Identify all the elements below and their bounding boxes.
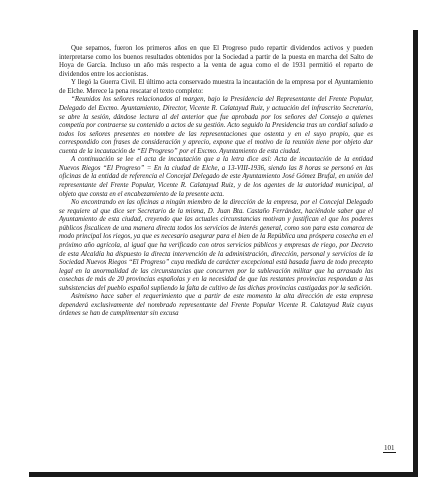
page-body	[59, 45, 373, 319]
quoted-paragraph: A continuación se lee el acta de incautación que a la letra dice así: Acta de incautación de la entidad Nuevos Riegos “El Progreso” = En la ciudad de Elche, a 13-VIII-1936, siendo las 8 horas se personó en las oficinas de la entidad de referencia el Concejal Delegado de este Ayuntamiento José Gómez Brufal, en unión del representante del Frente Popular, Vicente R. Calatayud Ruiz, y de los agentes de la autoridad municipal, al objeto que consta en el encabezamiento de la presente acta.	[59, 156, 373, 198]
quoted-paragraph: Asimismo hace saber el requerimiento que a partir de este momento la alta dirección de esta empresa dependerá exclusivamente del nombrado representante del Frente Popular Vicente R. Calatayud Ruiz cuyas órdenes se han de cumplimentar sin excusa	[59, 293, 373, 318]
paragraph: Y llegó la Guerra Civil. El último acta conservado muestra la incautación de la empresa por el Ayuntamiento de Elche. Merece la pena rescatar el texto completo:	[59, 79, 373, 95]
quoted-paragraph: “Reunidos los señores relacionados al margen, bajo la Presidencia del Representante del Frente Popular, Delegado del Excmo. Ayuntamiento, Director, Vicente R. Calatayud Ruiz, y actuación del infrascrito Secretario, se abre la sesión, dándose lectura al del anterior que fue aprobada por los señores del Consejo a quienes competía por contraerse su contenido a actos de su gestión. Acto seguido la Presidencia tras un cordial saludo a todos los señores presentes en nombre de las representaciones que ostenta y en el suyo propio, que es correspondido con frases de consideración y aprecio, expone que el motivo de la reunión tiene por objeto dar cuenta de la incautación de “El Progreso” por el Excmo. Ayuntamiento de esta ciudad.	[59, 96, 373, 155]
quoted-paragraph: No encontrando en las oficinas a ningún miembro de la dirección de la empresa, por el Concejal Delegado se requiere al que dice ser Secretario de la misma, D. Juan Bta. Castaño Ferrández, haciéndole saber que el Ayuntamiento de esta ciudad, creyendo que las actuales circunstancias motivan y justifican el que los poderes públicos fiscalicen de una manera directa todos los servicios de interés general, como son para esta comarca de modo principal los riegos, ya que es necesario asegurar para el bien de la República una próspera cosecha en el próximo año agrícola, al igual que ha verificado con otros servicios públicos y empresas de riego, por Decreto de esta Alcaldía ha dispuesto la directa intervención de la administración, dirección, personal y servicios de la Sociedad Nuevos Riegos “El Progreso” cuya medida de carácter excepcional está basada fuera de todo precepto legal en la anormalidad de las circunstancias que concurren por la sublevación militar que ha arrasado las cosechas de más de 20 provincias españolas y en la necesidad de que las restantes provincias respondan a las subsistencias del pueblo español supliendo la falta de cultivo de las dichas provincias castigadas por la sedición.	[59, 199, 373, 292]
paragraph: Que sepamos, fueron los primeros años en que El Progreso pudo repartir dividendos activos y pueden interpretarse como los buenos resultados obtenidos por la Sociedad a partir de la puesta en marcha del Salto de Hoya de García. Incluso un año más respecto a la venta de agua como el de 1931 permitió el reparto de dividendos entre los accionistas.	[59, 45, 373, 78]
page-number: 101	[384, 444, 395, 452]
